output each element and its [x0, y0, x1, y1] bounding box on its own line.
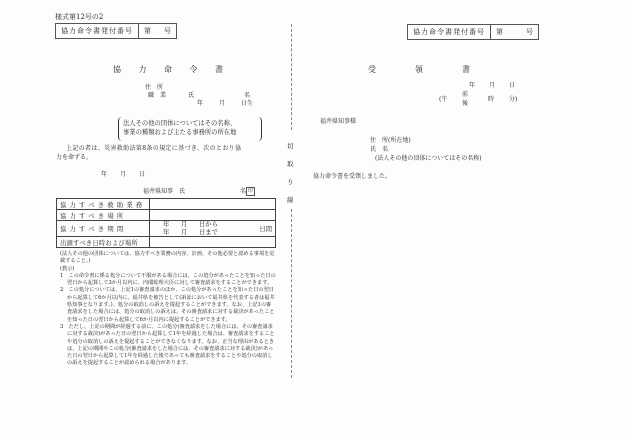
location-value: [150, 210, 276, 221]
form-number: 様式第12号の2: [55, 13, 104, 21]
receipt-date: 年 月 日: [469, 82, 515, 89]
receipt-issue-number-prefix: 第: [496, 28, 503, 36]
row-header-appearance: 出頭すべき日時および場所: [57, 237, 150, 248]
issue-number-prefix: 第: [144, 27, 151, 35]
receipt-addressee: 福井県知事様: [320, 118, 357, 125]
corporate-note: 法人その他の団体についてはその名称、 事業の種類および主たる事務所の所在地: [118, 117, 262, 141]
receipt-hour: 時: [488, 96, 495, 103]
table-row: [57, 199, 276, 210]
corporate-instruction: (法人その他の団体については、協力すべき業務の内容、計画、その他必要と認める事項を記載すること。): [60, 251, 275, 265]
body-text-line-2: 力を命ずる。: [56, 154, 93, 161]
teaching-label: (教示): [60, 265, 75, 272]
address-label: 住 所: [145, 84, 164, 91]
receipt-minute: 分): [509, 96, 518, 103]
governor-signature: 名 印: [240, 188, 254, 195]
cut-label-4: 線: [287, 196, 294, 204]
receipt-issue-number-suffix: 号: [526, 28, 533, 36]
receipt-title: 受 領 書: [368, 65, 470, 74]
page-title: 協 力 命 令 書: [113, 65, 223, 74]
row-header-location: 協力すべき場所: [57, 210, 150, 221]
table-row: [57, 221, 276, 237]
receipt-issue-number-box: [407, 24, 539, 40]
cut-label-1: 切: [287, 142, 294, 150]
governor-title: 福井県知事 氏: [143, 188, 186, 195]
table-row: [57, 237, 276, 248]
birth-date: 年 月 日生: [197, 100, 253, 107]
receipt-address-label: 住 所(所在地): [370, 137, 411, 144]
row-header-period: 協力すべき期間: [57, 221, 150, 237]
notes-section: [60, 251, 276, 368]
seal-icon: 印: [248, 188, 254, 194]
receipt-issue-number-label: 協力命令書発付番号: [408, 25, 491, 39]
receipt-text: 協力命令書を受領しました。: [313, 173, 392, 180]
cut-line-bottom: [291, 209, 292, 378]
order-date: 年 月 日: [101, 171, 145, 178]
receipt-corporate-note: (法人その他の団体についてはその名称): [375, 155, 482, 162]
row-header-rescue-work: 協力すべき救助業務: [57, 199, 150, 210]
cut-line-top: [291, 24, 292, 130]
receipt-name-label: 氏 名: [370, 146, 389, 153]
appearance-value: [150, 237, 276, 248]
teaching-item-2: 2 この処分については、上記1の審査請求のほか、この処分があったことを知った日の翌日から起算して6か月以内に、福井県を被告として(訴訟において福井県を代表する者は福井県知事となります。)、処分の取消しの訴えを提起することができます。なお、上記1の審査請求をした場合には、処分の取消しの訴えは、その審査請求に対する裁決があったことを知った日の翌日から起算して6か月以内に提起することができます。: [60, 287, 275, 323]
receipt-am-pm: 前 後: [462, 91, 469, 107]
occupation-label: 職 業: [148, 92, 167, 99]
period-days: 日間: [259, 226, 272, 233]
rescue-work-value: [150, 199, 276, 210]
cooperation-table: [56, 198, 276, 248]
name-label-2: 名: [244, 92, 251, 99]
teaching-item-1: 1 この命令書に係る処分について不服がある場合には、この処分があったことを知った日の翌日から起算して3か月以内に、内閣総理大臣に対して審査請求をすることができます。: [60, 272, 276, 287]
issue-number-suffix: 号: [164, 27, 171, 35]
name-label-1: 氏: [188, 92, 195, 99]
issue-number-box: [55, 23, 177, 39]
teaching-item-3: 3 ただし、上記の期間が経過する前に、この処分(審査請求をした場合には、その審査請求に対する裁決)があった日の翌日から起算して1年を経過した場合は、審査請求をすることや処分の取消しの訴えを提起することができなくなります。なお、正当な理由があるときは、上記の期間やこの処分(審査請求をした場合には、その審査請求に対する裁決)があった日の翌日から起算して1年を経過した後であっても審査請求をすることや処分の取消しの訴えを提起することが認められる場合があります。: [60, 323, 275, 367]
receipt-time-open: (午: [439, 96, 448, 103]
table-row: [57, 210, 276, 221]
issue-number-label: 協力命令書発付番号: [56, 24, 139, 38]
cut-label-3: り: [287, 178, 294, 186]
cut-label-2: 取: [287, 160, 294, 168]
period-value: 年 月 日から 年 月 日まで 日間: [150, 221, 276, 237]
body-text-line-1: 上記の者は、災害救助法第8条の規定に基づき、次のとおり協: [66, 145, 242, 152]
